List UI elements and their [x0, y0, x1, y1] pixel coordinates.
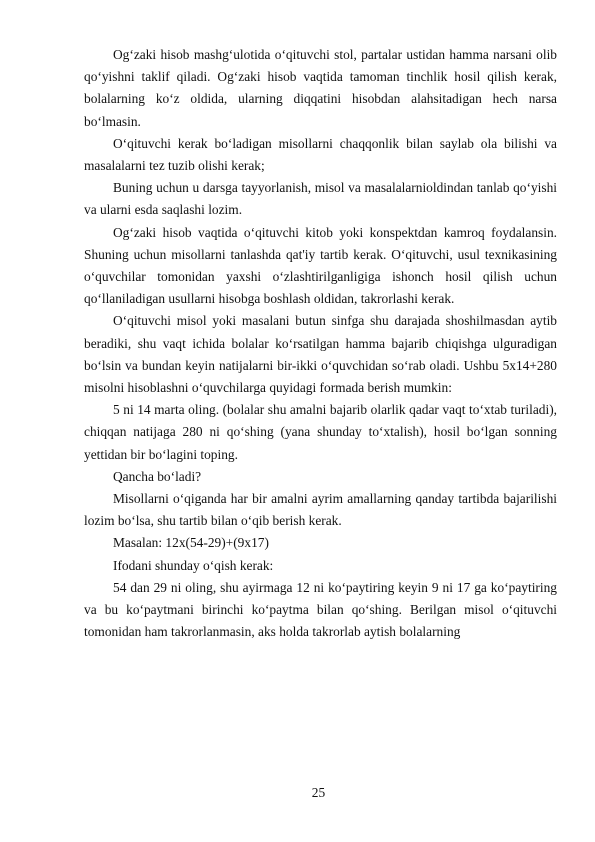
paragraph-8: Misollarni o‘qiganda har bir amalni ayrim amallarning qanday tartibda bajarilishi lozim bo‘lsa, shu tartib bilan o‘qib berish kerak.	[84, 491, 557, 529]
page-number: 25	[311, 785, 326, 800]
paragraph-11: 54 dan 29 ni oling, shu ayirmaga 12 ni ko‘paytiring keyin 9 ni 17 ga ko‘paytiring va bu ko‘paytmani birinchi ko‘paytma bilan qo‘shing. Berilgan misol o‘qituvchi tomonidan ham takrorlanmasin, aks holda takrorlab aytish bolalarning	[84, 579, 557, 640]
paragraph-7: Qancha bo‘ladi?	[113, 468, 202, 484]
paragraph-2: O‘qituvchi kerak bo‘ladigan misollarni chaqqonlik bilan saylab ola bilishi va masalalarni tez tuzib olishi kerak;	[84, 135, 557, 174]
paragraph-10: Ifodani shunday o‘qish kerak:	[113, 557, 274, 573]
paragraph-9: Masalan: 12x(54-29)+(9x17)	[113, 535, 269, 551]
paragraph-4: Og‘zaki hisob vaqtida o‘qituvchi kitob yoki konspektdan kamroq foydalansin. Shuning uchun misollarni tanlashda qat'iy tartib kerak. O‘qituvchi, usul texnikasining o‘quvchilar tomonidan yaxshi o‘zlashtirilganligiga ishonch hosil qilish uchun qo‘llaniladigan usullarni hisobga boshlash oldidan, takrorlashi kerak.	[84, 224, 557, 307]
paragraph-3: Buning uchun u darsga tayyorlanish, misol va masalalarnioldindan tanlab qo‘yishi va ularni esda saqlashi lozim.	[84, 180, 557, 218]
paragraph-5: O‘qituvchi misol yoki masalani butun sinfga shu darajada shoshilmasdan aytib beradiki, shu vaqt ichida bolalar ko‘rsatilgan hamma bajarib chiqishga ulguradigan bo‘lsin va bundan keyin natijalarni bir-ikki o‘quvchidan so‘rab oladi. Ushbu 5x14+280 misolni hisoblashni o‘quvchilarga quyidagi formada berish mumkin:	[84, 313, 557, 396]
paragraph-6: 5 ni 14 marta oling. (bolalar shu amalni bajarib olarlik qadar vaqt to‘xtab turiladi), chiqqan natijaga 280 ni qo‘shing (yana shunday to‘xtalish), hosil bo‘lgan sonning yettidan bir bo‘lagini toping.	[84, 402, 557, 462]
paragraph-1: Og‘zaki hisob mashg‘ulotida o‘qituvchi stol, partalar ustidan hamma narsani olib qo‘yishni taklif qiladi. Og‘zaki hisob vaqtida tamoman tinchlik hosil qilish kerak, bolalarning ko‘z oldida, ularning diqqatini hisobdan alahsitadigan hech narsa bo‘lmasin.	[84, 47, 557, 129]
document-page	[84, 44, 557, 643]
